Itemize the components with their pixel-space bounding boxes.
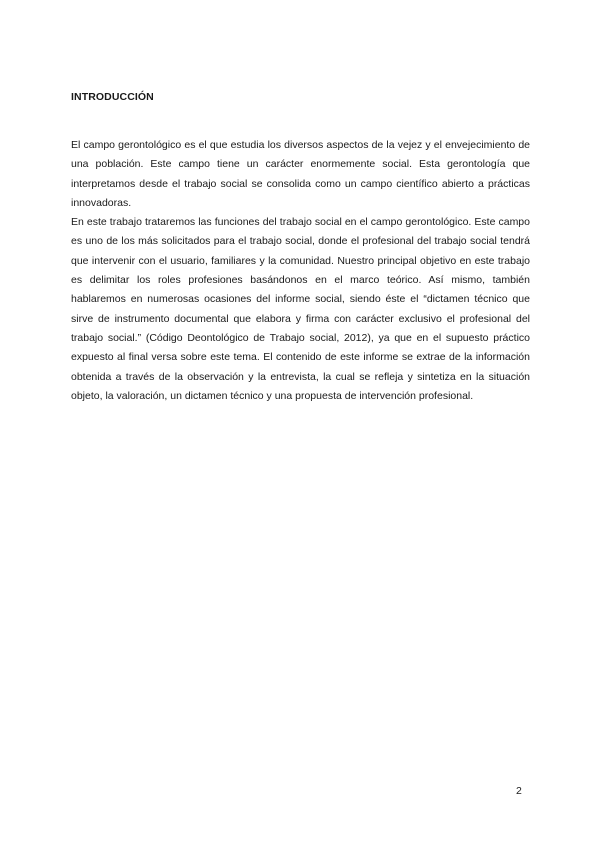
paragraph-2: En este trabajo trataremos las funciones del trabajo social en el campo gerontológico. Este campo es uno de los más solicitados para el trabajo social, donde el profesional del trabajo social tendrá que intervenir con el usuario, familiares y la comunidad. Nuestro principal objetivo en este trabajo es delimitar los roles profesiones basándonos en el marco teórico. Así mismo, también hablaremos en numerosas ocasiones del informe social, siendo éste el “dictamen técnico que sirve de instrumento documental que elabora y firma con carácter exclusivo el profesional del trabajo social.” (Código Deontológico de Trabajo social, 2012), ya que en el supuesto práctico expuesto al final versa sobre este tema. El contenido de este informe se extrae de la información obtenida a través de la observación y la entrevista, la cual se refleja y sintetiza en la situación objeto, la valoración, un dictamen técnico y una propuesta de intervención profesional. <box>71 216 530 402</box>
paragraph-1: El campo gerontológico es el que estudia los diversos aspectos de la vejez y el envejecimiento de una población. Este campo tiene un carácter enormemente social. Esta gerontología que interpretamos desde el trabajo social se consolida como un campo científico abierto a prácticas innovadoras. <box>71 139 530 209</box>
section-heading: INTRODUCCIÓN <box>71 91 154 103</box>
page-number: 2 <box>516 785 522 797</box>
body-text <box>71 136 530 406</box>
